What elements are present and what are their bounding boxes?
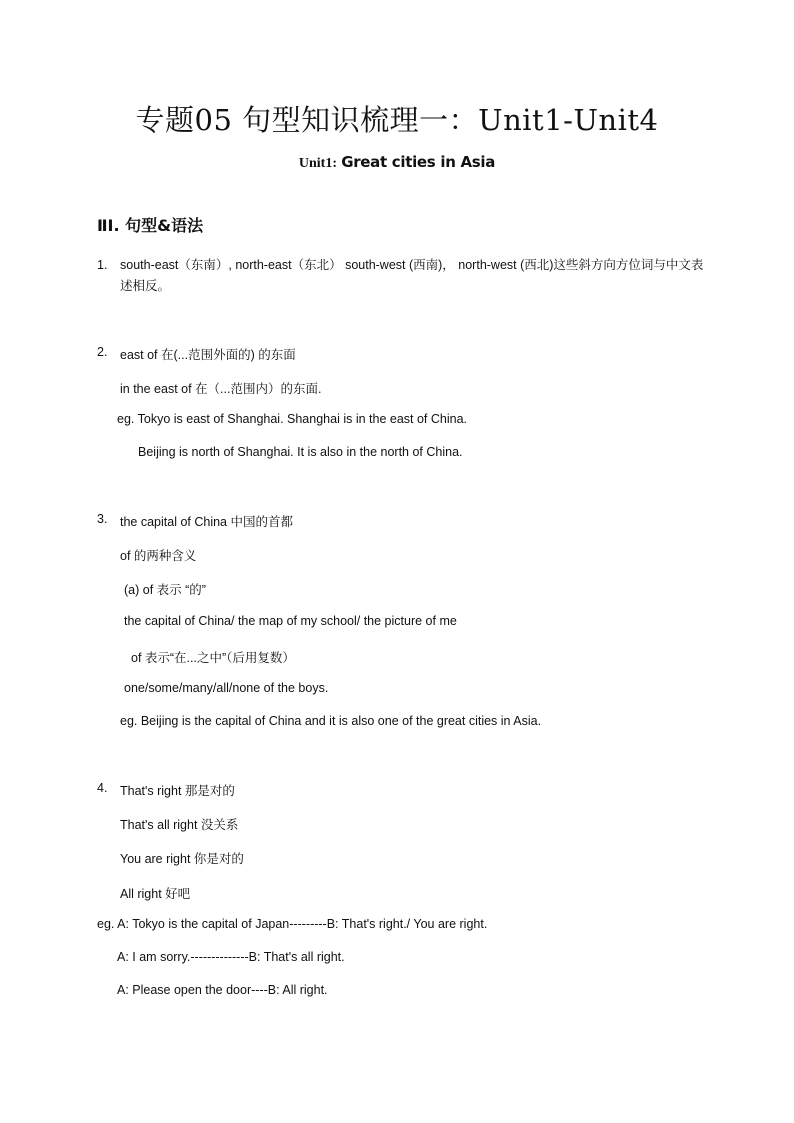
section-heading: ⅡⅠ. 句型&语法 — [97, 216, 204, 235]
item-line: in the east of 在（...范围内）的东面. — [120, 382, 322, 396]
unit-subtitle — [0, 153, 794, 172]
example-line: A: I am sorry.--------------B: That's all right. — [117, 950, 345, 964]
item-line: one/some/many/all/none of the boys. — [124, 681, 329, 695]
example-line: Beijing is north of Shanghai. It is also in the north of China. — [138, 445, 463, 459]
item-line: of 表示“在...之中”（后用复数） — [131, 651, 295, 665]
item-number: 4. — [97, 781, 108, 795]
item-number: 2. — [97, 345, 108, 359]
item-line: the capital of China/ the map of my school/ the picture of me — [124, 614, 457, 628]
item-line: the capital of China 中国的首都 — [120, 515, 293, 529]
item-line: (a) of 表示 “的” — [124, 583, 206, 597]
item-number: 3. — [97, 512, 108, 526]
example-line: eg. Tokyo is east of Shanghai. Shanghai is in the east of China. — [117, 412, 467, 426]
item-text: south-east（东南）, north-east（东北） south-west (西南)， north-west (西北)这些斜方向方位词与中文表述相反。 — [120, 258, 704, 293]
item-line: of 的两种含义 — [120, 549, 197, 563]
example-line: eg. A: Tokyo is the capital of Japan---------B: That's right./ You are right. — [97, 917, 488, 931]
item-line: You are right 你是对的 — [120, 852, 244, 866]
unit-name: Great cities in Asia — [341, 153, 496, 171]
example-line: A: Please open the door----B: All right. — [117, 983, 328, 997]
item-line: east of 在(...范围外面的) 的东面 — [120, 348, 296, 362]
unit-label: Unit1: — [298, 156, 338, 171]
item-number: 1. — [97, 258, 108, 272]
example-line: eg. Beijing is the capital of China and it is also one of the great cities in Asia. — [120, 714, 542, 728]
item-line: That's all right 没关系 — [120, 818, 239, 832]
item-line: All right 好吧 — [120, 887, 191, 901]
page-title: 专题05 句型知识梳理一：Unit1-Unit4 — [135, 103, 659, 137]
item-line: That's right 那是对的 — [120, 784, 235, 798]
